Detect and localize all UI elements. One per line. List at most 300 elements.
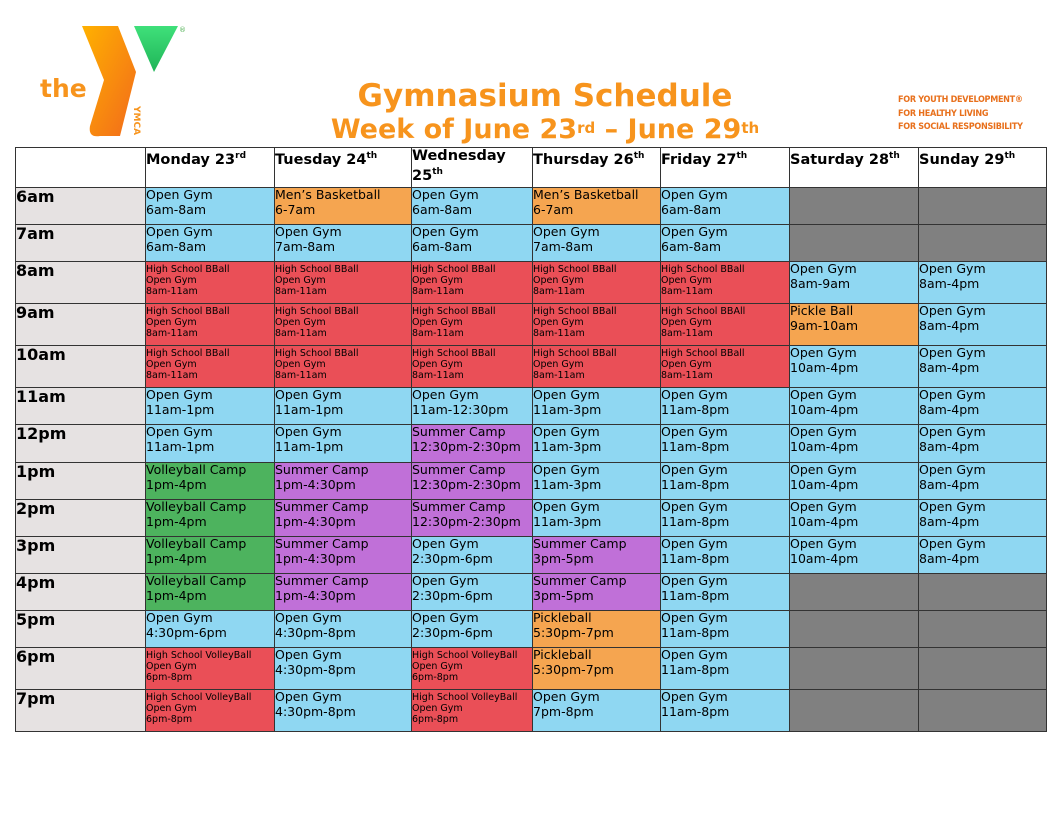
cell-line: 11am-8pm — [661, 703, 730, 719]
schedule-cell — [790, 304, 919, 346]
cell-line: Open Gym — [919, 345, 986, 360]
schedule-cell — [919, 500, 1047, 537]
cell-line: High School BBall — [275, 348, 359, 359]
cell-line: High School BBall — [146, 306, 230, 317]
time-label: 5pm — [16, 611, 146, 648]
cell-line: 8am-4pm — [919, 359, 980, 375]
cell-line: Open Gym — [146, 224, 213, 239]
cell-line: High School BBall — [146, 348, 230, 359]
cell-line: Open Gym — [533, 224, 600, 239]
cell-line: Open Gym — [412, 187, 479, 202]
schedule-cell — [661, 611, 790, 648]
schedule-cell — [533, 500, 661, 537]
cell-line: Open Gym — [919, 261, 986, 276]
cell-line: 8am-11am — [533, 370, 585, 381]
cell-line: 12:30pm-2:30pm — [412, 476, 521, 492]
cell-line: High School BBall — [412, 306, 496, 317]
cell-line: 4:30pm-8pm — [275, 703, 356, 719]
cell-line: 8am-11am — [661, 286, 713, 297]
schedule-cell — [661, 648, 790, 690]
schedule-cell — [661, 304, 790, 346]
schedule-row — [16, 388, 1047, 425]
cell-line: 11am-8pm — [661, 476, 730, 492]
cell-line: High School BBall — [533, 264, 617, 275]
schedule-cell — [533, 463, 661, 500]
cell-line: Open Gym — [146, 387, 213, 402]
cell-line: 11am-8pm — [661, 661, 730, 677]
time-label: 2pm — [16, 500, 146, 537]
cell-line: Open Gym — [275, 647, 342, 662]
schedule-cell — [146, 225, 275, 262]
cell-line: 11am-12:30pm — [412, 401, 509, 417]
cell-line: 6pm-8pm — [412, 714, 459, 725]
schedule-cell — [146, 648, 275, 690]
schedule-cell — [412, 388, 533, 425]
cell-line: 8am-11am — [275, 370, 327, 381]
cell-line: Open Gym — [533, 499, 600, 514]
cell-line: 2:30pm-6pm — [412, 587, 493, 603]
cell-line: 10am-4pm — [790, 513, 859, 529]
schedule-cell — [275, 188, 412, 225]
day-header: Saturday 28th — [790, 148, 919, 188]
cell-line: Open Gym — [412, 224, 479, 239]
schedule-cell — [919, 537, 1047, 574]
schedule-row — [16, 463, 1047, 500]
cell-line: 8am-4pm — [919, 438, 980, 454]
schedule-cell — [533, 648, 661, 690]
schedule-cell — [412, 262, 533, 304]
cell-line: High School BBAll — [661, 306, 746, 317]
schedule-cell — [790, 537, 919, 574]
cell-line: Open Gym — [275, 224, 342, 239]
schedule-cell — [412, 611, 533, 648]
cell-line: Open Gym — [533, 689, 600, 704]
cell-line: 8am-11am — [146, 370, 198, 381]
cell-line: High School BBall — [275, 306, 359, 317]
cell-line: Open Gym — [919, 536, 986, 551]
cell-line: Open Gym — [412, 610, 479, 625]
schedule-cell — [661, 346, 790, 388]
cell-line: 11am-8pm — [661, 624, 730, 640]
cell-line: Open Gym — [412, 387, 479, 402]
cell-line: 6-7am — [275, 201, 316, 217]
cell-line: Open Gym — [275, 424, 342, 439]
cell-line: 4:30pm-6pm — [146, 624, 227, 640]
schedule-cell — [661, 537, 790, 574]
cell-line: 6am-8am — [146, 201, 207, 217]
cell-line: Open Gym — [412, 536, 479, 551]
cell-line: 6am-8am — [661, 238, 722, 254]
cell-line: Open Gym — [275, 387, 342, 402]
cell-line: Open Gym — [661, 610, 728, 625]
cell-line: 8am-11am — [412, 328, 464, 339]
cell-line: Summer Camp — [533, 573, 627, 588]
schedule-cell — [146, 304, 275, 346]
cell-line: Open Gym — [790, 387, 857, 402]
cell-line: Open Gym — [412, 661, 463, 672]
cell-line: 11am-3pm — [533, 401, 602, 417]
corner-cell — [16, 148, 146, 188]
cell-line: Summer Camp — [412, 424, 506, 439]
cell-line: 1pm-4pm — [146, 587, 207, 603]
schedule-cell — [661, 500, 790, 537]
cell-line: High School VolleyBall — [412, 692, 518, 703]
schedule-cell — [919, 225, 1047, 262]
cell-line: High School VolleyBall — [146, 692, 252, 703]
cell-line: Open Gym — [412, 317, 463, 328]
cell-line: Open Gym — [661, 424, 728, 439]
cell-line: 8am-4pm — [919, 317, 980, 333]
cell-line: 2:30pm-6pm — [412, 624, 493, 640]
cell-line: 8am-11am — [146, 286, 198, 297]
schedule-cell — [533, 188, 661, 225]
schedule-cell — [412, 690, 533, 732]
cell-line: 1pm-4:30pm — [275, 513, 356, 529]
cell-line: 6am-8am — [661, 201, 722, 217]
cell-line: 11am-8pm — [661, 513, 730, 529]
schedule-cell — [919, 611, 1047, 648]
cell-line: 10am-4pm — [790, 359, 859, 375]
schedule-cell — [533, 262, 661, 304]
schedule-cell — [919, 304, 1047, 346]
schedule-cell — [275, 262, 412, 304]
cell-line: Pickleball — [533, 610, 592, 625]
schedule-cell — [790, 425, 919, 463]
cell-line: 1pm-4:30pm — [275, 587, 356, 603]
cell-line: Open Gym — [533, 462, 600, 477]
schedule-cell — [275, 500, 412, 537]
tagline-line: FOR HEALTHY LIVING — [898, 108, 989, 119]
schedule-cell — [275, 346, 412, 388]
cell-line: 4:30pm-8pm — [275, 661, 356, 677]
time-label: 12pm — [16, 425, 146, 463]
cell-line: High School BBall — [533, 348, 617, 359]
schedule-cell — [412, 537, 533, 574]
time-label: 11am — [16, 388, 146, 425]
schedule-cell — [412, 188, 533, 225]
day-header: Wednesday 25th — [412, 148, 533, 188]
cell-line: Open Gym — [919, 387, 986, 402]
cell-line: 6pm-8pm — [146, 714, 193, 725]
cell-line: Open Gym — [275, 317, 326, 328]
schedule-cell — [790, 500, 919, 537]
schedule-cell — [412, 648, 533, 690]
cell-line: Open Gym — [146, 610, 213, 625]
cell-line: Summer Camp — [275, 536, 369, 551]
schedule-cell — [412, 425, 533, 463]
schedule-cell — [412, 304, 533, 346]
cell-line: 8am-11am — [275, 286, 327, 297]
cell-line: Open Gym — [146, 424, 213, 439]
schedule-cell — [790, 388, 919, 425]
cell-line: 6am-8am — [412, 238, 473, 254]
cell-line: Men’s Basketball — [533, 187, 639, 202]
tagline-line: FOR YOUTH DEVELOPMENT® — [898, 95, 1023, 105]
cell-line: 1pm-4pm — [146, 513, 207, 529]
schedule-cell — [275, 648, 412, 690]
schedule-cell — [146, 500, 275, 537]
cell-line: Open Gym — [919, 462, 986, 477]
cell-line: Open Gym — [275, 359, 326, 370]
cell-line: Open Gym — [661, 387, 728, 402]
svg-text:®: ® — [179, 26, 186, 34]
cell-line: 10am-4pm — [790, 438, 859, 454]
cell-line: Open Gym — [146, 661, 197, 672]
cell-line: 8am-4pm — [919, 275, 980, 291]
cell-line: High School BBall — [661, 264, 745, 275]
cell-line: 9am-10am — [790, 317, 859, 333]
schedule-row — [16, 188, 1047, 225]
schedule-cell — [275, 425, 412, 463]
time-label: 1pm — [16, 463, 146, 500]
schedule-cell — [412, 574, 533, 611]
schedule-cell — [919, 690, 1047, 732]
schedule-cell — [275, 537, 412, 574]
schedule-cell — [146, 537, 275, 574]
cell-line: Open Gym — [533, 387, 600, 402]
schedule-cell — [412, 500, 533, 537]
schedule-cell — [919, 346, 1047, 388]
cell-line: High School BBall — [275, 264, 359, 275]
time-label: 3pm — [16, 537, 146, 574]
cell-line: 5:30pm-7pm — [533, 661, 614, 677]
cell-line: Volleyball Camp — [146, 536, 247, 551]
cell-line: Pickle Ball — [790, 303, 854, 318]
schedule-cell — [275, 304, 412, 346]
schedule-cell — [146, 425, 275, 463]
schedule-cell — [412, 346, 533, 388]
time-label: 7am — [16, 225, 146, 262]
cell-line: 12:30pm-2:30pm — [412, 513, 521, 529]
cell-line: 11am-8pm — [661, 438, 730, 454]
cell-line: 7am-8am — [533, 238, 594, 254]
cell-line: 6am-8am — [146, 238, 207, 254]
schedule-cell — [919, 188, 1047, 225]
cell-line: High School BBall — [412, 348, 496, 359]
cell-line: Men’s Basketball — [275, 187, 381, 202]
cell-line: 11am-8pm — [661, 550, 730, 566]
cell-line: 11am-8pm — [661, 401, 730, 417]
cell-line: Open Gym — [661, 536, 728, 551]
cell-line: Open Gym — [790, 462, 857, 477]
schedule-cell — [790, 262, 919, 304]
cell-line: High School BBall — [412, 264, 496, 275]
cell-line: 8am-11am — [146, 328, 198, 339]
cell-line: Open Gym — [661, 689, 728, 704]
schedule-cell — [790, 611, 919, 648]
schedule-cell — [533, 611, 661, 648]
cell-line: 6am-8am — [412, 201, 473, 217]
cell-line: Pickleball — [533, 647, 592, 662]
schedule-cell — [919, 463, 1047, 500]
cell-line: 11am-3pm — [533, 513, 602, 529]
tagline — [898, 94, 1023, 135]
cell-line: Open Gym — [661, 647, 728, 662]
cell-line: Open Gym — [275, 275, 326, 286]
ymca-logo — [38, 22, 198, 140]
time-label: 4pm — [16, 574, 146, 611]
schedule-cell — [275, 225, 412, 262]
tagline-line: FOR SOCIAL RESPONSIBILITY — [898, 122, 1023, 132]
time-label: 9am — [16, 304, 146, 346]
cell-line: 8am-11am — [275, 328, 327, 339]
page-title: Gymnasium Schedule — [357, 78, 733, 114]
cell-line: Open Gym — [412, 359, 463, 370]
schedule-row — [16, 262, 1047, 304]
cell-line: 8am-9am — [790, 275, 851, 291]
cell-line: 11am-1pm — [275, 401, 344, 417]
schedule-cell — [661, 188, 790, 225]
schedule-cell — [661, 225, 790, 262]
schedule-cell — [790, 463, 919, 500]
schedule-cell — [275, 611, 412, 648]
cell-line: Open Gym — [790, 536, 857, 551]
cell-line: Open Gym — [661, 573, 728, 588]
time-label: 7pm — [16, 690, 146, 732]
schedule-row — [16, 225, 1047, 262]
cell-line: Open Gym — [275, 610, 342, 625]
cell-line: 7am-8am — [275, 238, 336, 254]
cell-line: Summer Camp — [412, 499, 506, 514]
schedule-row — [16, 537, 1047, 574]
schedule-cell — [919, 388, 1047, 425]
schedule-cell — [275, 463, 412, 500]
cell-line: 11am-3pm — [533, 476, 602, 492]
schedule-cell — [533, 304, 661, 346]
schedule-cell — [412, 463, 533, 500]
schedule-cell — [146, 388, 275, 425]
cell-line: Open Gym — [533, 359, 584, 370]
schedule-cell — [790, 648, 919, 690]
schedule-row — [16, 346, 1047, 388]
schedule-cell — [146, 346, 275, 388]
cell-line: Open Gym — [412, 703, 463, 714]
cell-line: 3pm-5pm — [533, 587, 594, 603]
schedule-cell — [661, 262, 790, 304]
schedule-cell — [275, 388, 412, 425]
schedule-cell — [661, 690, 790, 732]
cell-line: 8am-4pm — [919, 476, 980, 492]
cell-line: Summer Camp — [275, 462, 369, 477]
schedule-cell — [790, 574, 919, 611]
logo-word: the — [40, 74, 87, 103]
schedule-cell — [533, 690, 661, 732]
cell-line: 11am-1pm — [275, 438, 344, 454]
schedule-cell — [919, 262, 1047, 304]
cell-line: 6pm-8pm — [146, 672, 193, 683]
cell-line: 8am-11am — [661, 328, 713, 339]
cell-line: High School BBall — [661, 348, 745, 359]
cell-line: Open Gym — [661, 224, 728, 239]
schedule-cell — [412, 225, 533, 262]
cell-line: Open Gym — [275, 689, 342, 704]
cell-line: Open Gym — [412, 275, 463, 286]
cell-line: Open Gym — [919, 499, 986, 514]
schedule-cell — [275, 690, 412, 732]
schedule-cell — [533, 425, 661, 463]
cell-line: Summer Camp — [275, 573, 369, 588]
schedule-cell — [146, 463, 275, 500]
cell-line: 11am-1pm — [146, 438, 215, 454]
cell-line: Summer Camp — [412, 462, 506, 477]
cell-line: Open Gym — [661, 359, 712, 370]
schedule-cell — [146, 262, 275, 304]
cell-line: Summer Camp — [533, 536, 627, 551]
cell-line: 8am-11am — [533, 286, 585, 297]
time-label: 8am — [16, 262, 146, 304]
cell-line: Open Gym — [533, 317, 584, 328]
schedule-cell — [919, 425, 1047, 463]
schedule-cell — [533, 388, 661, 425]
cell-line: Open Gym — [790, 261, 857, 276]
cell-line: 11am-3pm — [533, 438, 602, 454]
schedule-cell — [661, 388, 790, 425]
cell-line: 8am-4pm — [919, 550, 980, 566]
day-header: Monday 23rd — [146, 148, 275, 188]
cell-line: Open Gym — [661, 462, 728, 477]
day-header: Tuesday 24th — [275, 148, 412, 188]
schedule-cell — [661, 463, 790, 500]
schedule-cell — [146, 574, 275, 611]
schedule-cell — [661, 574, 790, 611]
cell-line: 4:30pm-8pm — [275, 624, 356, 640]
cell-line: Open Gym — [919, 303, 986, 318]
cell-line: Open Gym — [146, 187, 213, 202]
cell-line: 8am-4pm — [919, 401, 980, 417]
schedule-cell — [790, 225, 919, 262]
cell-line: 8am-4pm — [919, 513, 980, 529]
schedule-cell — [790, 188, 919, 225]
cell-line: Open Gym — [790, 499, 857, 514]
cell-line: Open Gym — [661, 317, 712, 328]
week-subtitle: Week of June 23rd – June 29th — [330, 114, 760, 145]
cell-line: 6-7am — [533, 201, 574, 217]
schedule-cell — [146, 690, 275, 732]
cell-line: Open Gym — [146, 359, 197, 370]
cell-line: 12:30pm-2:30pm — [412, 438, 521, 454]
cell-line: Open Gym — [146, 703, 197, 714]
schedule-row — [16, 648, 1047, 690]
header-row — [16, 148, 1047, 188]
schedule-cell — [533, 537, 661, 574]
schedule-cell — [661, 425, 790, 463]
schedule-cell — [919, 648, 1047, 690]
cell-line: Volleyball Camp — [146, 462, 247, 477]
cell-line: Open Gym — [533, 275, 584, 286]
cell-line: Volleyball Camp — [146, 573, 247, 588]
schedule-cell — [790, 346, 919, 388]
time-label: 6am — [16, 188, 146, 225]
cell-line: Open Gym — [919, 424, 986, 439]
cell-line: Open Gym — [146, 275, 197, 286]
cell-line: High School VolleyBall — [412, 650, 518, 661]
cell-line: High School BBall — [533, 306, 617, 317]
cell-line: 10am-4pm — [790, 550, 859, 566]
cell-line: 8am-11am — [661, 370, 713, 381]
schedule-cell — [146, 611, 275, 648]
schedule-row — [16, 425, 1047, 463]
cell-line: 1pm-4pm — [146, 550, 207, 566]
schedule-row — [16, 500, 1047, 537]
cell-line: 3pm-5pm — [533, 550, 594, 566]
day-header: Thursday 26th — [533, 148, 661, 188]
cell-line: 11am-1pm — [146, 401, 215, 417]
cell-line: Open Gym — [661, 499, 728, 514]
schedule-cell — [533, 346, 661, 388]
schedule-table — [15, 147, 1047, 732]
cell-line: 10am-4pm — [790, 401, 859, 417]
schedule-body — [16, 188, 1047, 732]
